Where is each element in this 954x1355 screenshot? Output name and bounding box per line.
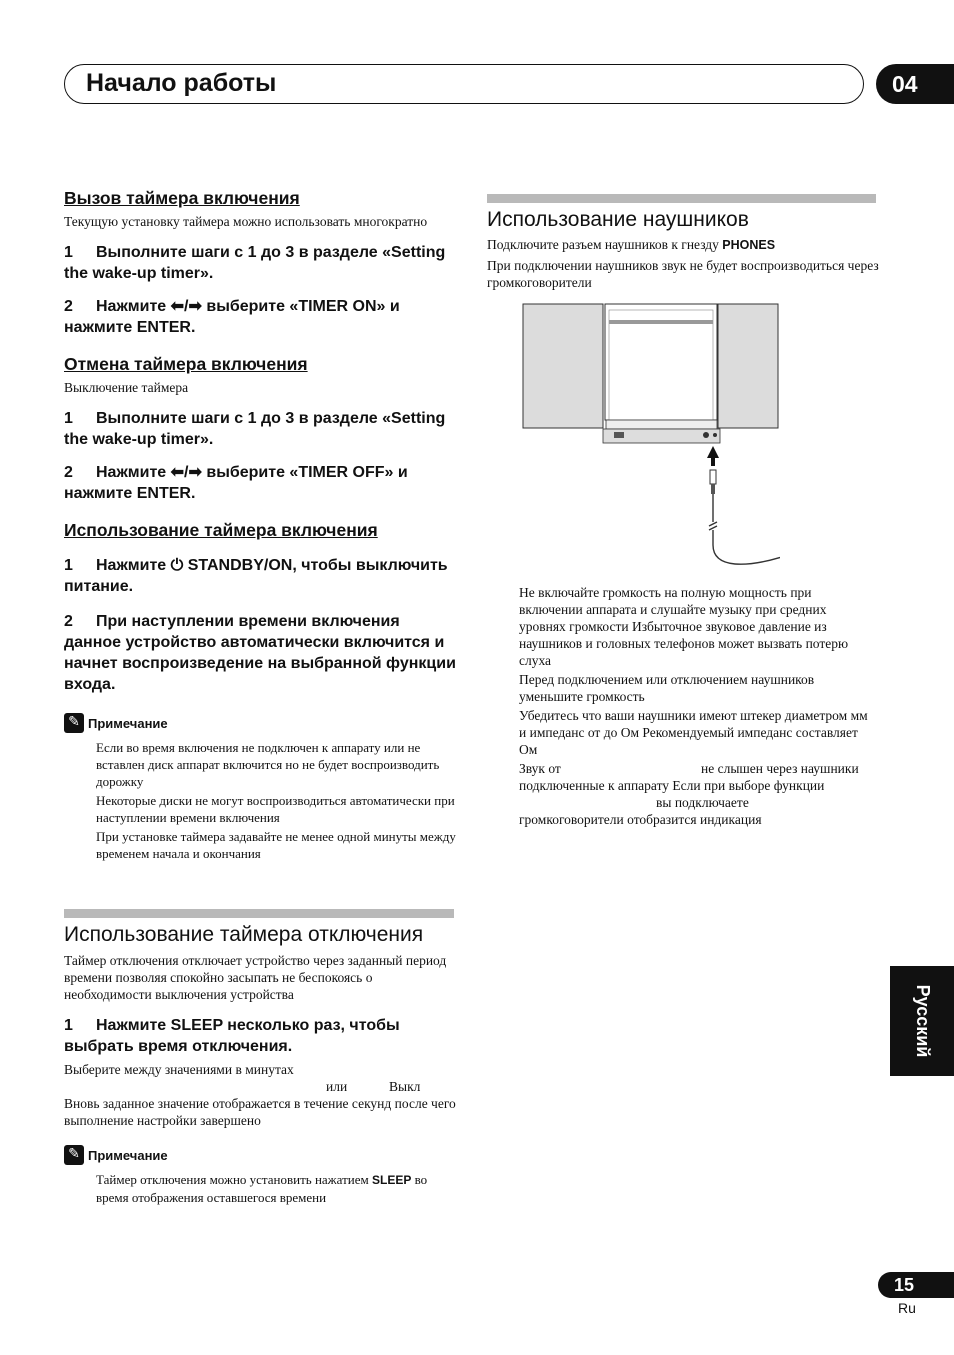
sleep-option-off: Выкл xyxy=(389,1079,421,1094)
section-title-sleep: Использование таймера отключения xyxy=(64,923,424,946)
headphones-icon xyxy=(709,470,780,564)
language-side-label: Русский xyxy=(913,984,933,1058)
headphones-line: Подключите разъем наушников к гнезду PHONES xyxy=(487,237,776,252)
sleep-options-line xyxy=(64,1078,456,1095)
stereo-unit-icon xyxy=(523,304,778,443)
warning-item: Звук от не слышен через наушники xyxy=(519,761,859,776)
warning-item: Не включайте громкость на полную мощность при включении аппарата и слушайте музыку при средних уровнях громкости Избыточное звуковое давление из наушников и головных телефонов может вызвать потерю слуха xyxy=(519,585,849,668)
wakeup-cancel-text: Выключение таймера xyxy=(64,380,189,395)
warning-item: Перед подключением или отключением наушников уменьшите громкость xyxy=(519,672,815,704)
note-header: ✎ Примечание xyxy=(64,713,456,733)
arrow-up-icon xyxy=(707,446,719,466)
right-column xyxy=(487,206,879,291)
headphones-connection-illustration xyxy=(520,300,780,575)
step-item: 1 Выполните шаги с 1 до 3 в разделе «Setting the wake-up timer». xyxy=(64,244,446,282)
pencil-icon: ✎ xyxy=(64,1145,84,1165)
warning-item: подключенные к аппарату Если при выборе функции xyxy=(519,778,825,793)
note-item: Если во время включения не подключен к аппарату или не вставлен диск аппарат включится но не будет воспроизводить дорожку xyxy=(96,740,440,789)
chapter-number: 04 xyxy=(876,64,954,104)
step-item: 2 При наступлении времени включения данное устройство автоматически включится и начнет воспроизведение на выбранной функции входа. xyxy=(64,613,456,693)
section-title-headphones: Использование наушников xyxy=(487,208,749,231)
section-divider xyxy=(487,194,876,203)
page-language: Ru xyxy=(898,1300,916,1316)
note-item: Некоторые диски не могут воспроизводиться автоматически при наступлении времени включения xyxy=(96,793,455,825)
sleep-section xyxy=(64,921,456,1206)
headphones-line: При подключении наушников звук не будет воспроизводиться через громкоговорители xyxy=(487,258,879,290)
sleep-option-or: или xyxy=(326,1079,348,1094)
note-item: Таймер отключения можно установить нажатием SLEEP во время отображения оставшегося времени xyxy=(96,1172,428,1205)
section-divider xyxy=(64,909,454,918)
step-item: 2 Нажмите ⬅/➡ выберите «TIMER ON» и нажмите ENTER. xyxy=(64,298,400,336)
step-item: 1 Нажмите SLEEP несколько раз, чтобы выбрать время отключения. xyxy=(64,1017,400,1055)
wakeup-recall-text: Текущую установку таймера можно использовать многократно xyxy=(64,214,428,229)
section-title-wakeup-use: Использование таймера включения xyxy=(64,520,378,540)
warning-item: громкоговорители отобразится индикация xyxy=(519,812,762,827)
section-title-wakeup-cancel: Отмена таймера включения xyxy=(64,354,308,374)
warning-list xyxy=(519,584,875,828)
chapter-title: Начало работы xyxy=(86,69,277,97)
sleep-intro: Таймер отключения отключает устройство через заданный период времени позволяя спокойно засыпать не беспокоясь о необходимости выключения устройства xyxy=(64,953,447,1002)
left-column xyxy=(64,188,456,862)
warning-item: вы подключаете xyxy=(656,795,749,810)
note-item: При установке таймера задавайте не менее одной минуты между временем начала и окончания xyxy=(96,829,456,861)
pencil-icon: ✎ xyxy=(64,713,84,733)
note-list xyxy=(96,739,456,862)
section-title-wakeup-recall: Вызов таймера включения xyxy=(64,188,300,208)
page-number: 15 xyxy=(878,1272,954,1298)
sleep-detail: Выберите между значениями в минутах xyxy=(64,1062,294,1077)
note-header: ✎ Примечание xyxy=(64,1145,456,1165)
warning-item: Убедитесь что ваши наушники имеют штекер диаметром мм и импеданс от до Ом Рекомендуемый импеданс составляет Ом xyxy=(519,708,868,757)
step-item: 2 Нажмите ⬅/➡ выберите «TIMER OFF» и нажмите ENTER. xyxy=(64,464,408,502)
sleep-detail: Вновь заданное значение отображается в течение секунд после чего выполнение настройки завершено xyxy=(64,1096,456,1128)
step-item: 1 Выполните шаги с 1 до 3 в разделе «Setting the wake-up timer». xyxy=(64,410,446,448)
step-item: 1 Нажмите ⏻ STANDBY/ON, чтобы выключить питание. xyxy=(64,557,448,595)
